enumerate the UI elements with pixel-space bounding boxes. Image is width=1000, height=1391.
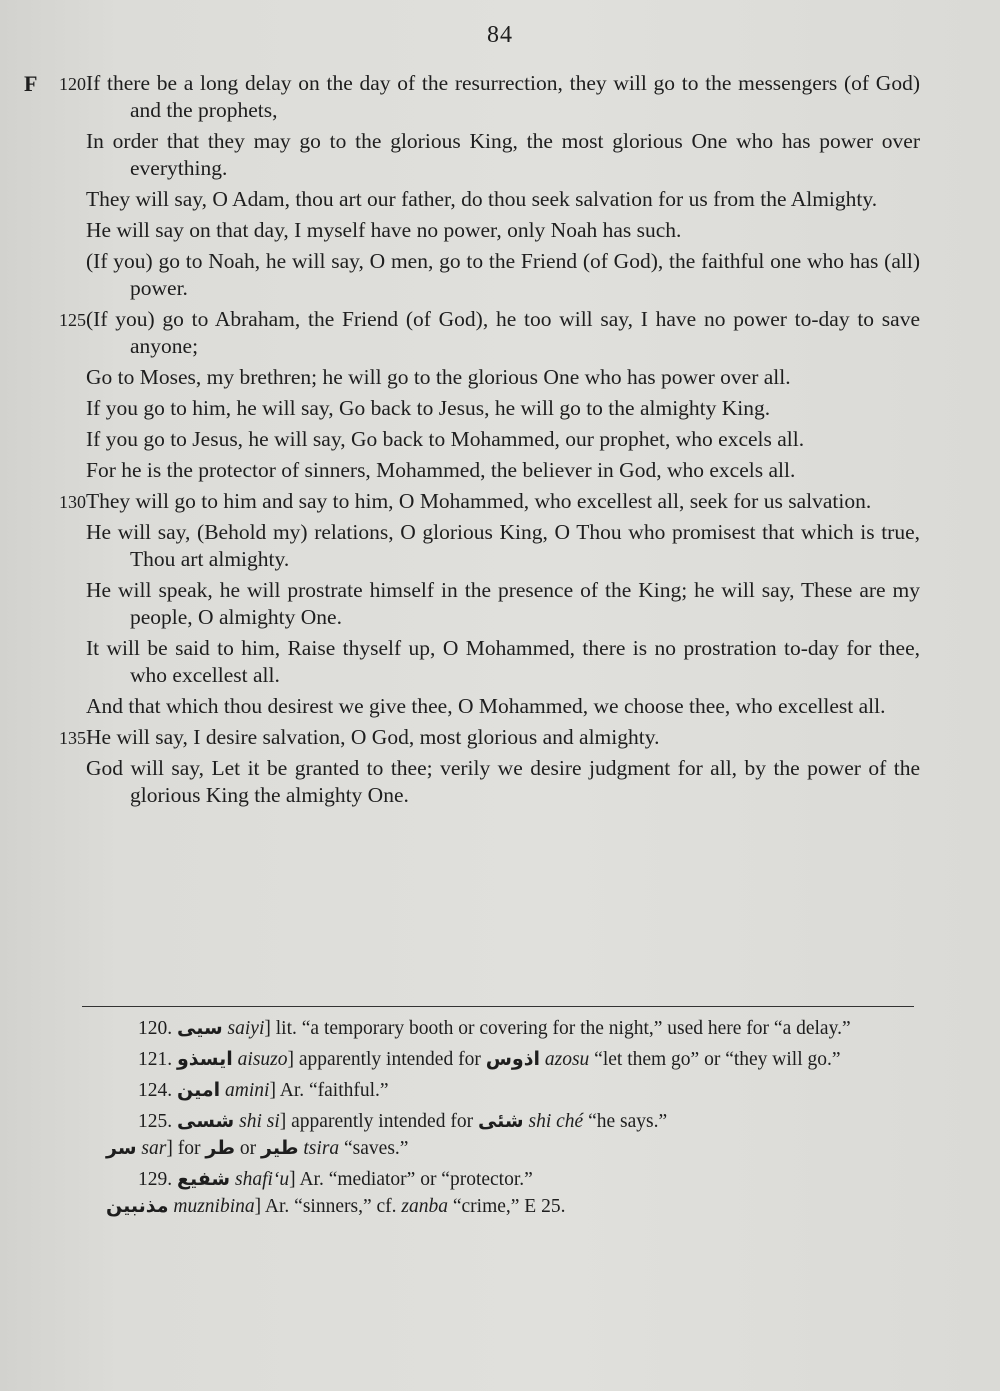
arabic-word: ايسذو: [177, 1048, 233, 1070]
footnote-text: “saves.”: [339, 1138, 409, 1159]
transliteration: shi ché: [528, 1111, 584, 1132]
footnote-text: “he says.”: [583, 1111, 668, 1132]
footnote-text: “crime,” E 25.: [447, 1196, 566, 1217]
transliteration: aisuzo: [237, 1049, 288, 1070]
manuscript-letter: F: [24, 71, 38, 96]
footnote-text: ] for: [166, 1138, 206, 1159]
footnote-129-cont: [74, 1194, 914, 1219]
verse-number: 125: [59, 310, 86, 330]
verse-text: For he is the protector of sinners, Mohammed, the believer in God, who excels all.: [86, 458, 796, 482]
arabic-word: شئى: [477, 1110, 524, 1132]
footnote-125-cont: [74, 1136, 914, 1161]
transliteration: muznibina: [173, 1196, 255, 1217]
verse: [86, 426, 920, 453]
transliteration: amini: [225, 1080, 270, 1101]
verse: [86, 519, 920, 573]
transliteration: sar: [141, 1138, 167, 1159]
verse-text: It will be said to him, Raise thyself up, O Mohammed, there is no prostration to-day for thee, who excellest all.: [86, 636, 920, 687]
verse-text: In order that they may go to the glorious King, the most glorious One who has power over everything.: [86, 129, 920, 180]
footnote-number: 125.: [138, 1111, 173, 1132]
verse-text: He will say, I desire salvation, O God, most glorious and almighty.: [86, 725, 660, 749]
footnote-number: 121.: [138, 1049, 173, 1070]
verse-120: [24, 70, 920, 124]
verse-text: Go to Moses, my brethren; he will go to the glorious One who has power over all.: [86, 365, 791, 389]
footnote-125: [74, 1109, 914, 1134]
verse-text: They will go to him and say to him, O Mohammed, who excellest all, seek for us salvation.: [86, 489, 872, 513]
footnote-divider: [82, 1006, 914, 1007]
verse: [86, 395, 920, 422]
arabic-word: سر: [106, 1137, 137, 1159]
footnote-number: 129.: [138, 1169, 173, 1190]
verse-text: He will speak, he will prostrate himself in the presence of the King; he will say, These are my people, O almighty One.: [86, 578, 920, 629]
page-number: 84: [487, 22, 513, 48]
verse-text: He will say, (Behold my) relations, O glorious King, O Thou who promisest that which is true, Thou art almighty.: [86, 520, 920, 571]
footnote-124: [74, 1078, 914, 1103]
verse-text: (If you) go to Noah, he will say, O men, go to the Friend (of God), the faithful one who has (all) power.: [86, 249, 920, 300]
transliteration: shafi‘u: [234, 1169, 290, 1190]
verse: [86, 248, 920, 302]
footnote-120: [74, 1016, 914, 1041]
verse-text: If you go to him, he will say, Go back to Jesus, he will go to the almighty King.: [86, 396, 771, 420]
verse: [86, 364, 920, 391]
verse: [86, 128, 920, 182]
verse-130: [59, 488, 920, 515]
arabic-word: شفيع: [177, 1168, 231, 1190]
footnote-121: [74, 1047, 914, 1072]
footnote-text: or: [235, 1138, 262, 1159]
footnote-text: ] Ar. “mediator” or “protector.”: [289, 1169, 533, 1190]
verse: [86, 693, 920, 720]
footnote-129: [74, 1167, 914, 1192]
arabic-word: طير: [261, 1137, 299, 1159]
verse-text: They will say, O Adam, thou art our father, do thou seek salvation for us from the Almighty.: [86, 187, 878, 211]
transliteration: tsira: [303, 1138, 340, 1159]
verse-125: [59, 306, 920, 360]
verse: [86, 217, 920, 244]
verse-text: And that which thou desirest we give thee, O Mohammed, we choose thee, who excellest all.: [86, 694, 886, 718]
arabic-word: شسى: [177, 1110, 235, 1132]
footnote-text: ] apparently intended for: [279, 1111, 478, 1132]
verse: [86, 186, 920, 213]
arabic-word: اذوس: [485, 1048, 540, 1070]
verse-text: If there be a long delay on the day of the resurrection, they will go to the messengers (of God) and the prophets,: [86, 71, 920, 122]
arabic-word: طر: [205, 1137, 236, 1159]
verse-number: 130: [59, 492, 86, 512]
footnote-number: 124.: [138, 1080, 173, 1101]
verse: [86, 577, 920, 631]
footnote-text: ] Ar. “sinners,” cf.: [254, 1196, 402, 1217]
verse-list: [0, 70, 1000, 813]
verse-text: (If you) go to Abraham, the Friend (of God), he too will say, I have no power to-day to save anyone;: [86, 307, 920, 358]
verse-number: 135: [59, 728, 86, 748]
verse-number: 120: [59, 74, 86, 94]
transliteration: azosu: [544, 1049, 590, 1070]
transliteration: saiyi: [227, 1018, 265, 1039]
footnote-text: “let them go” or “they will go.”: [589, 1049, 841, 1070]
verse-text: If you go to Jesus, he will say, Go back to Mohammed, our prophet, who excels all.: [86, 427, 805, 451]
verse-text: God will say, Let it be granted to thee; verily we desire judgment for all, by the power of the glorious King the almighty One.: [86, 756, 920, 807]
verse: [86, 755, 920, 809]
footnotes: [74, 1016, 914, 1225]
footnote-number: 120.: [138, 1018, 173, 1039]
arabic-word: مذنبين: [106, 1195, 169, 1217]
verse: [86, 635, 920, 689]
verse-135: [59, 724, 920, 751]
footnote-text: ] lit. “a temporary booth or covering for the night,” used here for “a delay.”: [264, 1018, 851, 1039]
transliteration: zanba: [401, 1196, 448, 1217]
footnote-text: ] apparently intended for: [287, 1049, 486, 1070]
verse: [86, 457, 920, 484]
arabic-word: امين: [177, 1079, 221, 1101]
verse-text: He will say on that day, I myself have no power, only Noah has such.: [86, 218, 682, 242]
footnote-text: ] Ar. “faithful.”: [269, 1080, 389, 1101]
transliteration: shi si: [239, 1111, 280, 1132]
arabic-word: سيى: [177, 1017, 223, 1039]
